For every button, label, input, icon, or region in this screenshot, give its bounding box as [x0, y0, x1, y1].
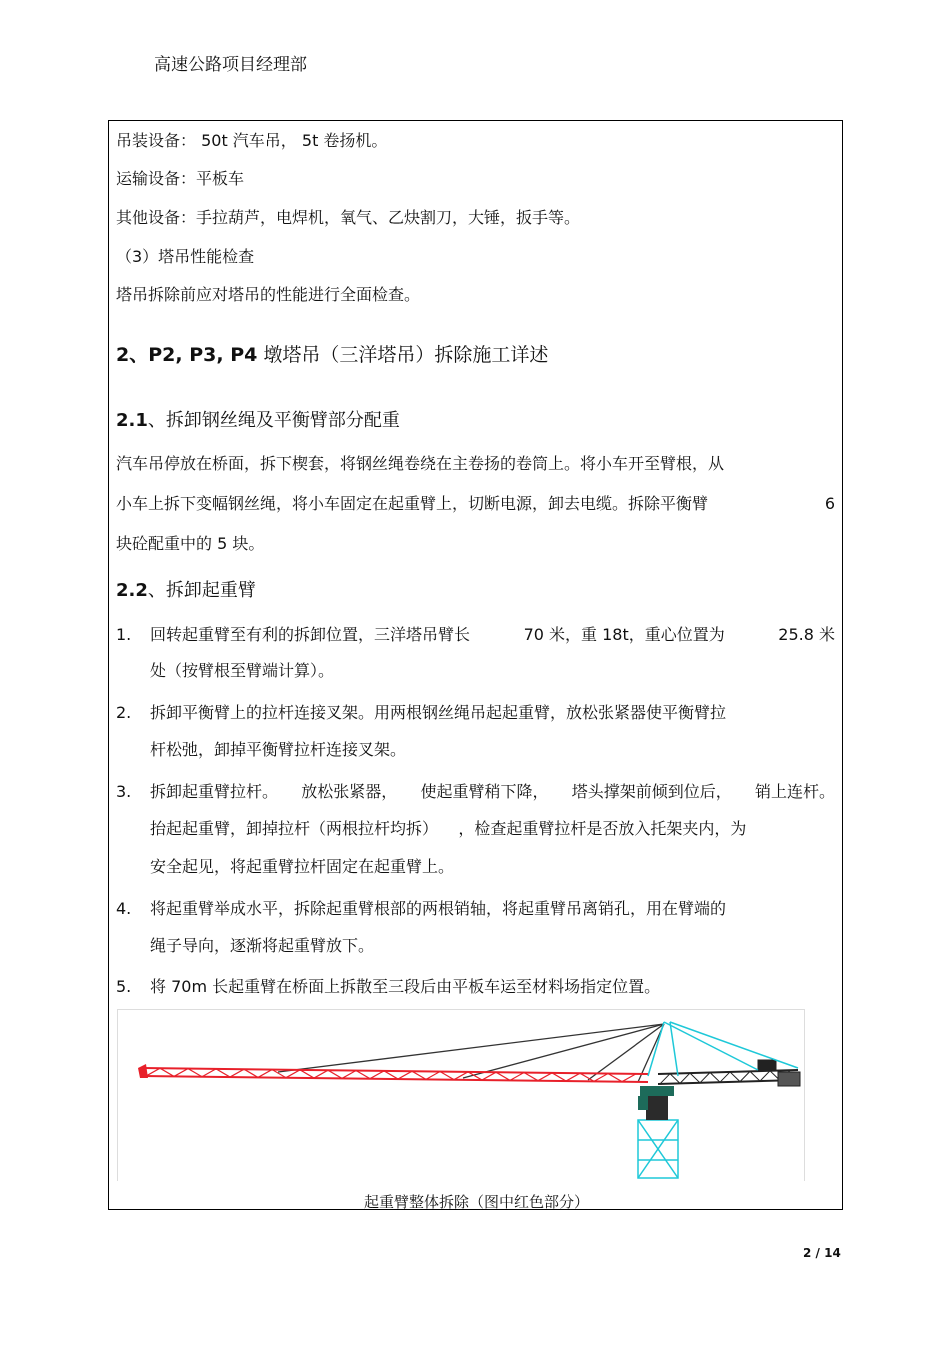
list-item-2-line-2: 杆松弛，卸掉平衡臂拉杆连接叉架。 [150, 740, 407, 759]
counterweight [758, 1060, 776, 1070]
section-2-title: 墩塔吊（三洋塔吊）拆除施工详述 [263, 344, 549, 366]
operator-cab [638, 1096, 648, 1110]
jib-tie-rope [278, 1024, 664, 1072]
list-item-text: 70 米，重 18t，重心位置为 [523, 625, 725, 644]
figure-caption: 起重臂整体拆除（图中红色部分） [363, 1193, 589, 1211]
document-header: 高速公路项目经理部 [154, 55, 307, 75]
list-item-1-line-2: 处（按臂根至臂端计算）。 [150, 661, 335, 680]
slewing-unit [638, 1086, 674, 1120]
list-item-3-line-1 [150, 782, 835, 802]
list-item-text: 销上连杆。 [754, 782, 835, 801]
counterweight [778, 1072, 800, 1086]
lifting-equipment-line: 吊装设备： 50t 汽车吊， 5t 卷扬机。 [116, 131, 388, 150]
counter-jib [658, 1060, 800, 1086]
list-item-text: 使起重臂稍下降， [420, 782, 549, 801]
performance-check-text: 塔吊拆除前应对塔吊的性能进行全面检查。 [116, 285, 421, 304]
list-item-text: 放松张紧器， [301, 782, 398, 801]
list-item-3-line-2 [150, 819, 746, 839]
transport-equipment-line: 运输设备：平板车 [116, 169, 245, 188]
list-item-text: 回转起重臂至有利的拆卸位置，三洋塔吊臂长 [150, 625, 471, 644]
tower-crane-figure [117, 1009, 805, 1181]
list-item-number: 4. [116, 899, 132, 918]
jib-red-section [138, 1064, 648, 1082]
list-item-3-line-3: 安全起见，将起重臂拉杆固定在起重臂上。 [150, 857, 455, 876]
section-2-1-heading [116, 411, 400, 431]
section-2-number: 2、 [116, 344, 149, 366]
list-item-4-line-2: 绳子导向，逐渐将起重臂放下。 [150, 936, 375, 955]
list-item-text: 25.8 米 [778, 625, 835, 644]
content-table [108, 120, 843, 1210]
tower-head-leg [670, 1022, 678, 1076]
section-2-1-para-line-3: 块砼配重中的 5 块。 [116, 534, 265, 553]
list-item-number: 2. [116, 703, 132, 722]
list-item-2-line-1: 拆卸平衡臂上的拉杆连接叉架。用两根钢丝绳吊起起重臂，放松张紧器使平衡臂拉 [150, 703, 727, 722]
slewing-ring [640, 1086, 674, 1096]
section-2-1-number: 2.1 [116, 410, 148, 431]
section-2-2-title: 、拆卸起重臂 [147, 580, 256, 601]
list-item-4-line-1: 将起重臂举成水平，拆除起重臂根部的两根销轴，将起重臂吊离销孔，用在臂端的 [150, 899, 727, 918]
list-item-text: 拆卸起重臂拉杆。 [150, 782, 279, 801]
tower-head-brace [664, 1022, 758, 1070]
section-2-2-number: 2.2 [116, 580, 148, 601]
jib-tip [138, 1064, 148, 1078]
section-2-1-para-line-2-count: 6 [824, 494, 835, 513]
tower-head-brace [670, 1022, 798, 1068]
section-2-2-heading [116, 581, 256, 601]
list-item-1-line-1 [150, 625, 835, 645]
other-equipment-line: 其他设备：手拉葫芦，电焊机，氧气、乙炔割刀，大锤，扳手等。 [116, 208, 581, 227]
performance-check-heading: （3）塔吊性能检查 [116, 247, 255, 266]
list-item-number: 3. [116, 782, 132, 801]
section-2-heading [116, 345, 548, 365]
jib-top-chord [142, 1068, 648, 1074]
list-item-5-line-1: 将 70m 长起重臂在桥面上拆散至三段后由平板车运至材料场指定位置。 [150, 977, 661, 996]
list-item-text: 塔头撑架前倾到位后， [571, 782, 732, 801]
page-number: 2 / 14 [803, 1246, 841, 1260]
tower-crane-drawing [118, 1010, 804, 1180]
section-2-piers: P2, P3, P4 [148, 344, 258, 366]
section-2-1-para-line-2 [116, 494, 835, 514]
jib-tie-rope [463, 1024, 664, 1078]
section-2-1-para-line-1: 汽车吊停放在桥面，拆下楔套，将钢丝绳卷绕在主卷扬的卷筒上。将小车开至臂根，从 [116, 454, 725, 473]
section-2-1-para-line-2-text: 小车上拆下变幅钢丝绳，将小车固定在起重臂上，切断电源，卸去电缆。拆除平衡臂 [116, 494, 709, 513]
list-item-number: 5. [116, 977, 132, 996]
list-item-text: ，检查起重臂拉杆是否放入托架夹内，为 [458, 819, 747, 838]
list-item-number: 1. [116, 625, 132, 644]
turntable [646, 1096, 668, 1120]
list-item-text: 抬起起重臂，卸掉拉杆（两根拉杆均拆） [150, 819, 439, 838]
section-2-1-title: 、拆卸钢丝绳及平衡臂部分配重 [147, 410, 400, 431]
